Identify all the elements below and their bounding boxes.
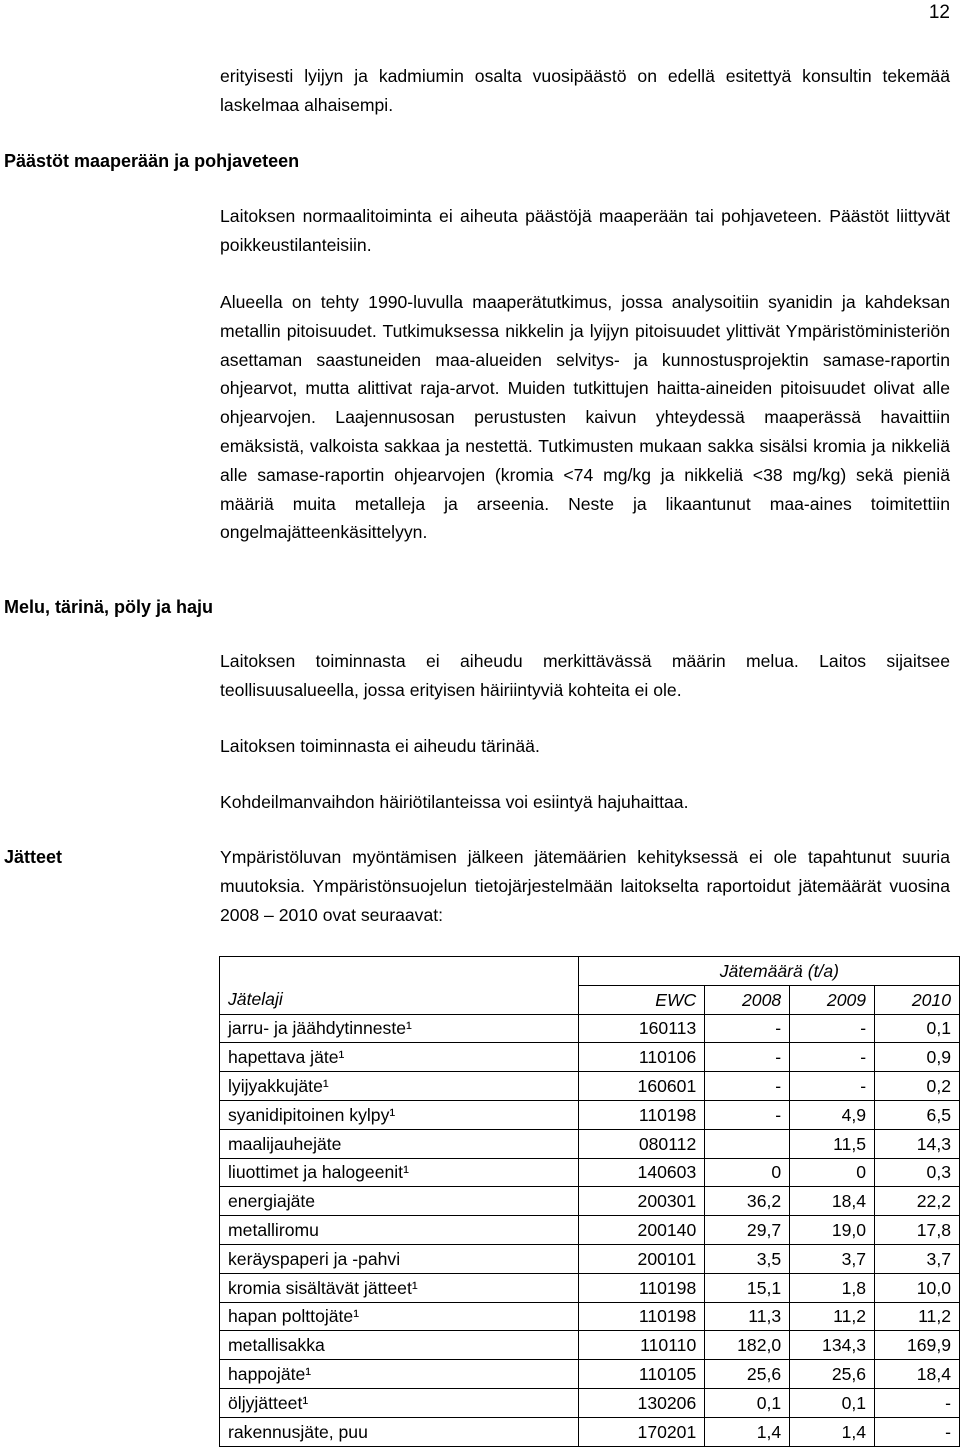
table-cell-2010: 6,5 bbox=[875, 1100, 960, 1129]
section-heading-noise: Melu, tärinä, pöly ja haju bbox=[4, 597, 214, 617]
table-cell-2008: 36,2 bbox=[705, 1187, 790, 1216]
table-cell-ewc: 110106 bbox=[579, 1043, 705, 1072]
table-cell-2010: - bbox=[875, 1388, 960, 1417]
table-row bbox=[220, 1417, 960, 1446]
section-heading-waste: Jätteet bbox=[4, 847, 63, 867]
table-header-blank-cell bbox=[220, 957, 579, 986]
table-cell-2008: - bbox=[705, 1072, 790, 1101]
table-cell-ewc: 200140 bbox=[579, 1216, 705, 1245]
table-cell-2008: 15,1 bbox=[705, 1273, 790, 1302]
table-cell-waste-type: metallisakka bbox=[220, 1331, 579, 1360]
table-row bbox=[220, 1244, 960, 1273]
table-cell-waste-type: kromia sisältävät jätteet¹ bbox=[220, 1273, 579, 1302]
intro-paragraph: erityisesti lyijyn ja kadmiumin osalta vuosipäästö on edellä esitettyä konsultin tekemää laskelmaa alhaisempi. bbox=[220, 66, 950, 115]
table-cell-waste-type: lyijyakkujäte¹ bbox=[220, 1072, 579, 1101]
table-cell-waste-type: hapettava jäte¹ bbox=[220, 1043, 579, 1072]
table-cell-2008: - bbox=[705, 1014, 790, 1043]
table-row bbox=[220, 1158, 960, 1187]
table-group-header-row bbox=[220, 957, 960, 986]
table-row bbox=[220, 1072, 960, 1101]
table-cell-2008: 25,6 bbox=[705, 1360, 790, 1389]
table-cell-2010: 0,9 bbox=[875, 1043, 960, 1072]
table-row bbox=[220, 1360, 960, 1389]
table-row bbox=[220, 1331, 960, 1360]
table-cell-2009: 0 bbox=[790, 1158, 875, 1187]
table-cell-2010: 18,4 bbox=[875, 1360, 960, 1389]
table-cell-waste-type: maalijauhejäte bbox=[220, 1129, 579, 1158]
table-cell-ewc: 200301 bbox=[579, 1187, 705, 1216]
table-cell-2009: 18,4 bbox=[790, 1187, 875, 1216]
table-cell-ewc: 080112 bbox=[579, 1129, 705, 1158]
waste-table bbox=[219, 956, 960, 1447]
table-cell-ewc: 110198 bbox=[579, 1100, 705, 1129]
table-cell-ewc: 160601 bbox=[579, 1072, 705, 1101]
table-cell-2008: 0 bbox=[705, 1158, 790, 1187]
table-cell-2009: - bbox=[790, 1014, 875, 1043]
table-cell-ewc: 200101 bbox=[579, 1244, 705, 1273]
waste-paragraph-1: Ympäristöluvan myöntämisen jälkeen jätemäärien kehityksessä ei ole tapahtunut suuria muutoksia. Ympäristönsuojelun tietojärjestelmään laitokselta raportoidut jätemäärät vuosina 2008 – 2010 ovat seuraavat: bbox=[220, 847, 950, 925]
table-cell-ewc: 110198 bbox=[579, 1273, 705, 1302]
table-cell-2008: - bbox=[705, 1043, 790, 1072]
table-cell-2008: 29,7 bbox=[705, 1216, 790, 1245]
table-cell-2010: 10,0 bbox=[875, 1273, 960, 1302]
table-row bbox=[220, 1302, 960, 1331]
table-row bbox=[220, 1273, 960, 1302]
table-cell-2010: 0,3 bbox=[875, 1158, 960, 1187]
table-header-ewc: EWC bbox=[579, 985, 705, 1014]
table-cell-waste-type: öljyjätteet¹ bbox=[220, 1388, 579, 1417]
table-header-year-2009: 2009 bbox=[790, 985, 875, 1014]
table-row bbox=[220, 1216, 960, 1245]
table-cell-2009: 1,8 bbox=[790, 1273, 875, 1302]
table-cell-2009: - bbox=[790, 1043, 875, 1072]
page-number: 12 bbox=[928, 2, 950, 23]
section-heading-soil: Päästöt maaperään ja pohjaveteen bbox=[4, 151, 300, 171]
table-cell-2008: 3,5 bbox=[705, 1244, 790, 1273]
noise-paragraph-3: Kohdeilmanvaihdon häiriötilanteissa voi esiintyä hajuhaittaa. bbox=[220, 792, 689, 812]
soil-paragraph-1: Laitoksen normaalitoiminta ei aiheuta päästöjä maaperään tai pohjaveteen. Päästöt liittyvät poikkeustilanteisiin. bbox=[220, 206, 950, 255]
table-group-header: Jätemäärä (t/a) bbox=[579, 957, 960, 986]
table-cell-waste-type: energiajäte bbox=[220, 1187, 579, 1216]
table-cell-2009: 11,5 bbox=[790, 1129, 875, 1158]
table-cell-2009: 1,4 bbox=[790, 1417, 875, 1446]
table-cell-2009: - bbox=[790, 1072, 875, 1101]
table-cell-2010: 22,2 bbox=[875, 1187, 960, 1216]
table-row bbox=[220, 1129, 960, 1158]
table-cell-2008: 182,0 bbox=[705, 1331, 790, 1360]
table-header-year-2008: 2008 bbox=[705, 985, 790, 1014]
table-cell-waste-type: metalliromu bbox=[220, 1216, 579, 1245]
table-cell-2009: 3,7 bbox=[790, 1244, 875, 1273]
table-cell-2008: 0,1 bbox=[705, 1388, 790, 1417]
table-cell-2008: 11,3 bbox=[705, 1302, 790, 1331]
table-cell-2008: - bbox=[705, 1100, 790, 1129]
table-cell-waste-type: rakennusjäte, puu bbox=[220, 1417, 579, 1446]
table-cell-ewc: 170201 bbox=[579, 1417, 705, 1446]
noise-paragraph-2: Laitoksen toiminnasta ei aiheudu tärinää. bbox=[220, 736, 540, 756]
table-cell-ewc: 160113 bbox=[579, 1014, 705, 1043]
table-cell-ewc: 140603 bbox=[579, 1158, 705, 1187]
table-cell-2009: 4,9 bbox=[790, 1100, 875, 1129]
soil-paragraph-2: Alueella on tehty 1990-luvulla maaperätutkimus, jossa analysoitiin syanidin ja kahdeksan metallin pitoisuudet. Tutkimuksessa nikkelin ja lyijyn pitoisuudet ylittivät Ympäristöministeriön asettaman saastuneiden maa-alueiden selvitys- ja kunnostusprojektin samase-raportin ohjearvot, mutta alittivat raja-arvot. Muiden tutkittujen haitta-aineiden pitoisuudet olivat alle ohjearvojen. Laajennusosan perustusten kaivun yhteydessä maaperässä havaittiin emäksistä, valkoista sakkaa ja nestettä. Tutkimusten mukaan sakka sisälsi kromia ja nikkeliä alle samase-raportin ohjearvojen (kromia <74 mg/kg ja nikkeliä <38 mg/kg) sekä pieniä määriä muita metalleja ja arseenia. Neste ja likaantunut maa-aines toimitettiin ongelmajätteenkäsittelyyn. bbox=[220, 292, 950, 543]
table-header-year-2010: 2010 bbox=[875, 985, 960, 1014]
table-cell-waste-type: hapan polttojäte¹ bbox=[220, 1302, 579, 1331]
table-cell-2010: 11,2 bbox=[875, 1302, 960, 1331]
table-row bbox=[220, 1187, 960, 1216]
table-row bbox=[220, 1388, 960, 1417]
table-cell-2009: 11,2 bbox=[790, 1302, 875, 1331]
table-cell-2010: 3,7 bbox=[875, 1244, 960, 1273]
table-row bbox=[220, 1043, 960, 1072]
noise-paragraph-1: Laitoksen toiminnasta ei aiheudu merkittävässä määrin melua. Laitos sijaitsee teollisuusalueella, jossa erityisen häiriintyviä kohteita ei ole. bbox=[220, 651, 950, 700]
table-cell-waste-type: jarru- ja jäähdytinneste¹ bbox=[220, 1014, 579, 1043]
table-cell-2010: 14,3 bbox=[875, 1129, 960, 1158]
table-cell-2008 bbox=[705, 1129, 790, 1158]
table-cell-ewc: 110105 bbox=[579, 1360, 705, 1389]
table-cell-2010: 0,1 bbox=[875, 1014, 960, 1043]
table-cell-waste-type: happojäte¹ bbox=[220, 1360, 579, 1389]
table-cell-2009: 25,6 bbox=[790, 1360, 875, 1389]
table-cell-2010: - bbox=[875, 1417, 960, 1446]
table-cell-2010: 169,9 bbox=[875, 1331, 960, 1360]
table-header-waste-type: Jätelaji bbox=[220, 985, 579, 1014]
table-row bbox=[220, 1014, 960, 1043]
table-header-row bbox=[220, 985, 960, 1014]
table-row bbox=[220, 1100, 960, 1129]
table-cell-2008: 1,4 bbox=[705, 1417, 790, 1446]
table-cell-ewc: 110198 bbox=[579, 1302, 705, 1331]
table-cell-2010: 0,2 bbox=[875, 1072, 960, 1101]
table-cell-2009: 134,3 bbox=[790, 1331, 875, 1360]
table-cell-ewc: 110110 bbox=[579, 1331, 705, 1360]
table-cell-waste-type: syanidipitoinen kylpy¹ bbox=[220, 1100, 579, 1129]
table-cell-2009: 0,1 bbox=[790, 1388, 875, 1417]
table-cell-2010: 17,8 bbox=[875, 1216, 960, 1245]
table-cell-waste-type: keräyspaperi ja -pahvi bbox=[220, 1244, 579, 1273]
table-cell-ewc: 130206 bbox=[579, 1388, 705, 1417]
table-cell-2009: 19,0 bbox=[790, 1216, 875, 1245]
table-cell-waste-type: liuottimet ja halogeenit¹ bbox=[220, 1158, 579, 1187]
